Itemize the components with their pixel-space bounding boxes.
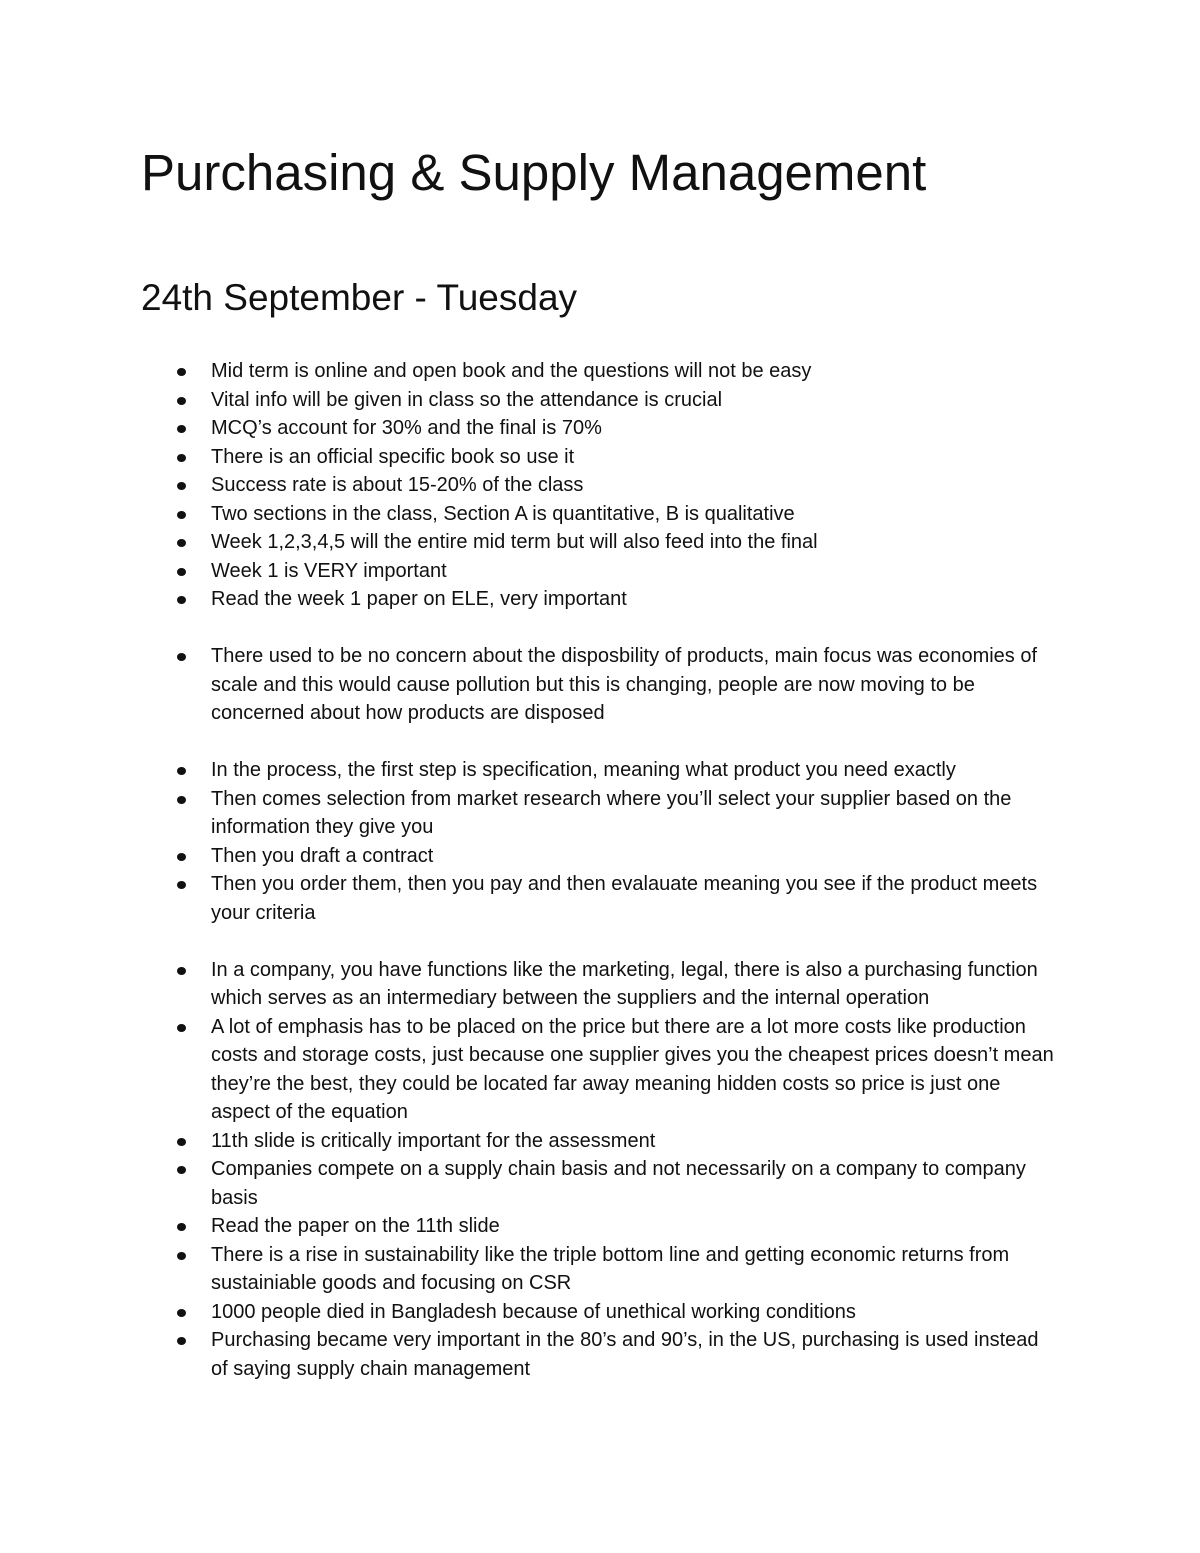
bullet-text: Then comes selection from market research where you’ll select your supplier based on the information they give you	[211, 787, 1012, 838]
bullet-text: Vital info will be given in class so the attendance is crucial	[211, 388, 723, 411]
bullet-icon	[177, 853, 186, 861]
bullet-icon	[177, 1024, 186, 1032]
bullet-icon	[177, 596, 186, 604]
bullet-item	[0, 642, 1056, 728]
bullet-icon	[177, 796, 186, 804]
bullet-text: A lot of emphasis has to be placed on the price but there are a lot more costs like production costs and storage costs, just because one supplier gives you the cheapest prices doesn’t mean they’re the best, they could be located far away meaning hidden costs so price is just one aspect of the equation	[211, 1015, 1054, 1123]
bullet-item	[0, 1155, 1056, 1212]
bullet-text: Mid term is online and open book and the questions will not be easy	[211, 360, 812, 382]
bullet-item	[0, 1326, 1056, 1383]
blank-line	[0, 927, 1200, 956]
bullet-item	[0, 1298, 1056, 1327]
bullet-list	[0, 956, 1200, 1384]
bullet-item	[0, 870, 1056, 927]
bullet-icon	[177, 767, 186, 775]
bullet-item	[0, 1013, 1056, 1127]
bullet-item	[0, 956, 1056, 1013]
bullet-item	[0, 756, 1056, 785]
bullet-icon	[177, 1223, 186, 1231]
bullet-icon	[177, 511, 186, 519]
bullet-item	[0, 1212, 1056, 1241]
bullet-text: Companies compete on a supply chain basis and not necessarily on a company to company basis	[211, 1158, 1026, 1209]
bullet-icon	[177, 368, 186, 376]
bullet-text: 1000 people died in Bangladesh because of unethical working conditions	[211, 1300, 856, 1323]
bullet-text: Purchasing became very important in the 80’s and 90’s, in the US, purchasing is used instead of saying supply chain management	[211, 1329, 1039, 1380]
bullet-icon	[177, 568, 186, 576]
bullet-icon	[177, 539, 186, 547]
bullet-list	[0, 642, 1200, 728]
bullet-text: There is a rise in sustainability like the triple bottom line and getting economic returns from sustainiable goods and focusing on CSR	[211, 1243, 1010, 1294]
bullet-icon	[177, 1166, 186, 1174]
bullet-icon	[177, 1252, 186, 1260]
bullet-item	[0, 414, 1056, 443]
bullet-text: Two sections in the class, Section A is quantitative, B is qualitative	[211, 502, 795, 525]
bullet-icon	[177, 1337, 186, 1345]
bullet-item	[0, 357, 1056, 386]
bullet-icon	[177, 1138, 186, 1146]
bullet-text: In the process, the first step is specification, meaning what product you need exactly	[211, 759, 956, 781]
bullet-icon	[177, 1309, 186, 1317]
bullet-item	[0, 785, 1056, 842]
bullet-text: MCQ’s account for 30% and the final is 70%	[211, 417, 602, 439]
bullet-text: Read the paper on the 11th slide	[211, 1215, 500, 1237]
bullet-text: In a company, you have functions like the marketing, legal, there is also a purchasing function which serves as an intermediary between the suppliers and the internal operation	[211, 958, 1038, 1009]
bullet-item	[0, 842, 1056, 871]
bullet-text: There used to be no concern about the disposbility of products, main focus was economies of scale and this would cause pollution but this is changing, people are now moving to be concerned about how products are disposed	[211, 645, 1038, 724]
bullet-item	[0, 557, 1056, 586]
blank-line	[0, 728, 1200, 757]
bullet-icon	[177, 653, 186, 661]
bullet-text: Read the week 1 paper on ELE, very important	[211, 588, 627, 610]
bullet-icon	[177, 397, 186, 405]
bullet-text: Week 1,2,3,4,5 will the entire mid term but will also feed into the final	[211, 531, 818, 553]
bullet-item	[0, 1241, 1056, 1298]
bullet-text: 11th slide is critically important for the assessment	[211, 1129, 656, 1152]
bullet-list	[0, 357, 1200, 614]
bullet-icon	[177, 967, 186, 975]
document-title: Purchasing & Supply Management	[141, 144, 927, 201]
bullet-icon	[177, 482, 186, 490]
bullet-text: There is an official specific book so use it	[211, 445, 575, 468]
bullet-item	[0, 471, 1056, 500]
bullet-item	[0, 528, 1056, 557]
bullet-item	[0, 1127, 1056, 1156]
bullet-icon	[177, 454, 186, 462]
blank-line	[0, 614, 1200, 643]
bullet-text: Then you order them, then you pay and then evalauate meaning you see if the product meets your criteria	[211, 873, 1038, 924]
bullet-list	[0, 756, 1200, 927]
bullet-icon	[177, 881, 186, 889]
bullet-text: Success rate is about 15-20% of the class	[211, 474, 584, 496]
bullet-item	[0, 443, 1056, 472]
bullet-item	[0, 585, 1056, 614]
bullet-text: Week 1 is VERY important	[211, 559, 447, 582]
lecture-notes	[0, 357, 1200, 1383]
date-heading: 24th September - Tuesday	[141, 277, 578, 318]
bullet-text: Then you draft a contract	[211, 844, 434, 867]
bullet-item	[0, 386, 1056, 415]
bullet-item	[0, 500, 1056, 529]
bullet-icon	[177, 425, 186, 433]
